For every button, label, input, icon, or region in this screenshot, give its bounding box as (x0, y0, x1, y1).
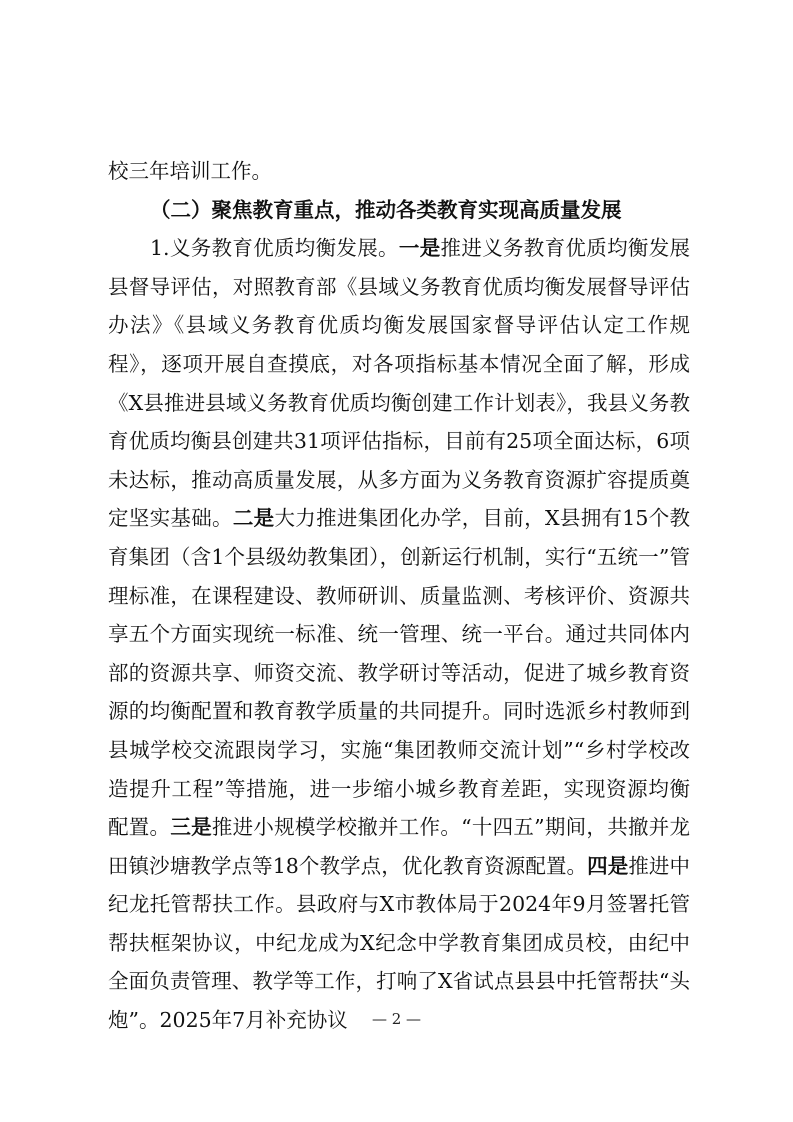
point-1-marker: 一是 (398, 236, 441, 261)
point-3-marker: 三是 (170, 815, 212, 840)
body-text (108, 152, 690, 1040)
point-4-text: 推进中纪龙托管帮扶工作。县政府与X市教体局于2024年9月签署托管帮扶框架协议，中纪龙成为X纪念中学教育集团成员校，由纪中全面负责管理、教学等工作，打响了X省试点县县中托管帮扶“头炮”。2025年7月补充协议 (108, 853, 691, 1033)
page-number: — 2 — (371, 1010, 422, 1028)
point-2-text: 大力推进集团化办学，目前，X县拥有15个教育集团（含1个县级幼教集团），创新运行机制，实行“五统一”管理标准，在课程建设、教师研训、质量监测、考核评价、资源共享五个方面实现统一标准、统一管理、统一平台。通过共同体内部的资源共享、师资交流、教学研讨等活动，促进了城乡教育资源的均衡配置和教育教学质量的共同提升。同时选派乡村教师到县城学校交流跟岗学习，实施“集团教师交流计划”“乡村学校改造提升工程”等措施，进一步缩小城乡教育差距，实现资源均衡配置。 (108, 506, 691, 840)
carryover-line: 校三年培训工作。 (108, 159, 272, 183)
body-paragraph (108, 229, 690, 1039)
section-heading: （二）聚焦教育重点，推动各类教育实现高质量发展 (150, 197, 622, 222)
point-1-text: 推进义务教育优质均衡发展县督导评估，对照教育部《县域义务教育优质均衡发展督导评估办法》《县域义务教育优质均衡发展国家督导评估认定工作规程》，逐项开展自查摸底，对各项指标基本情况全面了解，形成《X县推进县域义务教育优质均衡创建工作计划表》，我县义务教育优质均衡县创建共31项评估指标，目前有25项全面达标，6项未达标，推动高质量发展，从多方面为义务教育资源扩容提质奠定坚实基础。 (108, 236, 691, 531)
point-2-marker: 二是 (232, 506, 275, 531)
point-3-text: 推进小规模学校撤并工作。“十四五”期间，共撤并龙田镇沙塘教学点等18个教学点，优化教育资源配置。 (108, 815, 691, 878)
paragraph-lead: 1.义务教育优质均衡发展。 (150, 236, 399, 261)
point-4-marker: 四是 (587, 853, 629, 878)
